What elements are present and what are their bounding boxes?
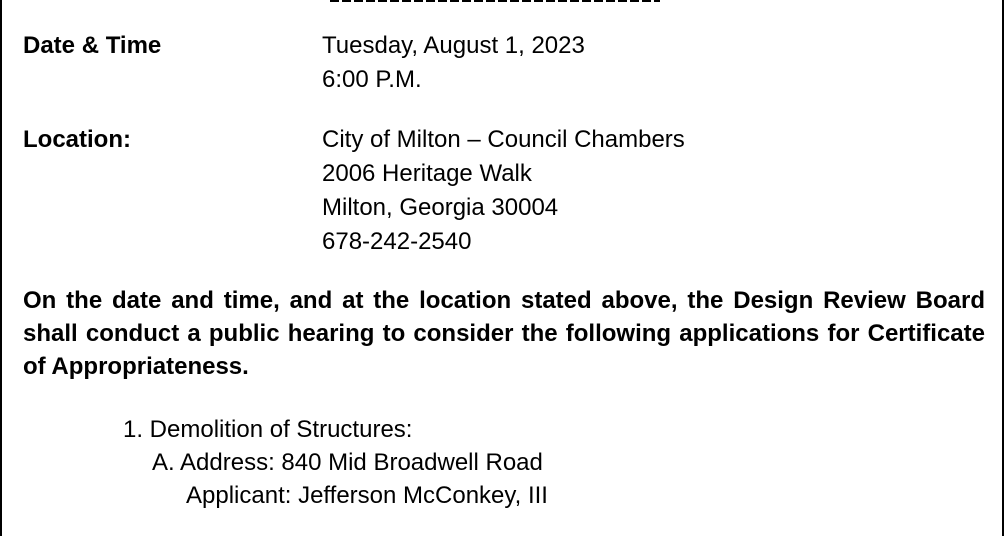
location-phone: 678-242-2540 [322,228,472,255]
meeting-date: Tuesday, August 1, 2023 [322,32,585,59]
datetime-label: Date & Time [23,32,162,59]
meeting-time: 6:00 P.M. [322,66,422,93]
application-applicant: Applicant: Jefferson McConkey, III [186,482,548,509]
application-item-demolition: 1. Demolition of Structures: [123,416,413,443]
location-line: City of Milton – Council Chambers [322,126,685,153]
hearing-notice-paragraph: On the date and time, and at the location stated above, the Design Review Board shall conduct a public hearing to consider the following applications for Certificate of Appropriateness. [23,287,985,380]
location-label: Location: [23,126,131,153]
application-address: A. Address: 840 Mid Broadwell Road [152,449,543,476]
location-line: 2006 Heritage Walk [322,160,532,187]
datetime-value [322,29,585,97]
cut-off-heading [330,0,660,4]
location-value [322,123,685,259]
location-line: Milton, Georgia 30004 [322,194,559,221]
